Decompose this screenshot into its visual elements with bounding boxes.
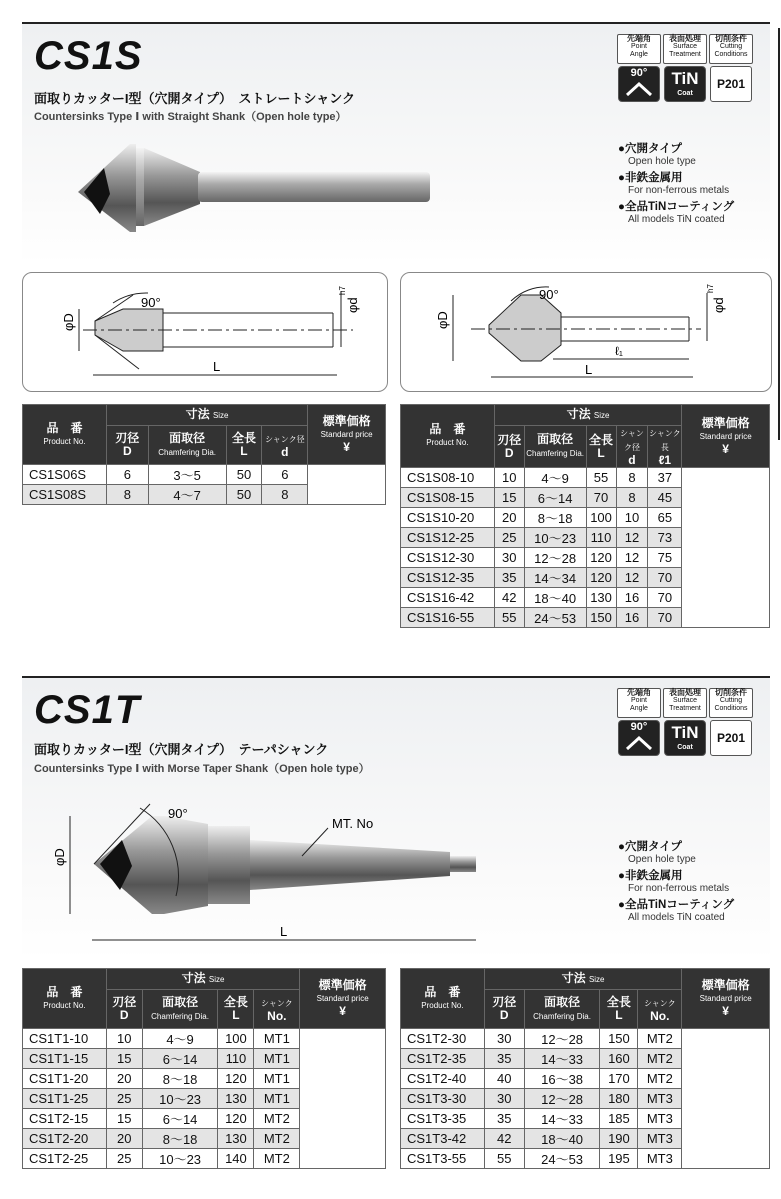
- cell-D: 40: [484, 1069, 524, 1089]
- header-blade-dia: 刃径 D: [106, 990, 142, 1029]
- cell-pn: CS1T1-25: [23, 1089, 107, 1109]
- table-row: [23, 465, 386, 485]
- cs1t-model-title: CS1T: [34, 688, 141, 732]
- cutting-conditions-label: 切削条件 Cutting Conditions: [709, 34, 753, 64]
- cell-L: 50: [226, 485, 262, 505]
- header-length: 全長 L: [226, 426, 262, 465]
- cell-ch: 8〜18: [142, 1069, 218, 1089]
- cell-no: MT3: [638, 1089, 682, 1109]
- cell-L: 130: [586, 588, 616, 608]
- header-size: 寸法 Size: [106, 969, 299, 990]
- header-length: 全長 L: [586, 426, 616, 468]
- cell-d: 8: [616, 488, 648, 508]
- cell-pn: CS1S12-25: [401, 528, 495, 548]
- cell-L: 150: [586, 608, 616, 628]
- feature-item: ●全品TiNコーティング: [618, 899, 735, 911]
- cell-L: 120: [218, 1109, 254, 1129]
- cell-L: 180: [600, 1089, 638, 1109]
- angle-label: 90°: [168, 806, 188, 821]
- header-product-no: 品 番 Product No.: [401, 405, 495, 468]
- cell-D: 25: [106, 1089, 142, 1109]
- cell-D: 55: [484, 1149, 524, 1169]
- cell-L: 100: [218, 1029, 254, 1049]
- header-shank-length: シャンク長 ℓ1: [648, 426, 682, 468]
- cell-pn: CS1S08-10: [401, 468, 495, 488]
- cell-D: 42: [484, 1129, 524, 1149]
- angle-90-icon: 90°: [618, 66, 660, 102]
- cell-L: 120: [218, 1069, 254, 1089]
- cell-D: 15: [106, 1109, 142, 1129]
- cs1s-side-rule: [778, 28, 780, 440]
- header-size: 寸法 Size: [106, 405, 307, 426]
- cell-d: 6: [262, 465, 308, 485]
- cell-pn: CS1T2-15: [23, 1109, 107, 1129]
- cell-pn: CS1S08S: [23, 485, 107, 505]
- cell-pn: CS1T1-20: [23, 1069, 107, 1089]
- header-shank-dia: シャンク径 d: [616, 426, 648, 468]
- cell-d: 12: [616, 548, 648, 568]
- cell-pn: CS1T1-10: [23, 1029, 107, 1049]
- cell-no: MT2: [254, 1109, 300, 1129]
- feature-item-en: All models TiN coated: [628, 214, 725, 225]
- cell-pn: CS1T3-35: [401, 1109, 485, 1129]
- cell-l1: 73: [648, 528, 682, 548]
- cell-D: 20: [106, 1069, 142, 1089]
- feature-item: ●穴開タイプ: [618, 143, 682, 155]
- page-ref-icon: P201: [710, 720, 752, 756]
- cell-no: MT2: [254, 1149, 300, 1169]
- point-angle-label: 先端角 Point Angle: [617, 688, 661, 718]
- feature-item: ●非鉄金属用: [618, 172, 683, 184]
- feature-item: ●非鉄金属用: [618, 870, 683, 882]
- cell-pn: CS1T3-55: [401, 1149, 485, 1169]
- cell-pn: CS1T2-25: [23, 1149, 107, 1169]
- cell-pn: CS1T2-35: [401, 1049, 485, 1069]
- header-standard-price: 標準価格 Standard price ¥: [308, 405, 386, 465]
- header-chamfer-dia: 面取径 Chamfering Dia.: [142, 990, 218, 1029]
- cell-price: [308, 465, 386, 505]
- cell-d: 10: [616, 508, 648, 528]
- cs1t-title-jp: 面取りカッターI型（穴開タイプ） テーパシャンク: [34, 742, 329, 757]
- cell-ch: 24〜53: [524, 1149, 600, 1169]
- cell-ch: 12〜28: [524, 1029, 600, 1049]
- cell-L: 120: [586, 568, 616, 588]
- header-chamfer-dia: 面取径 Chamfering Dia.: [524, 990, 600, 1029]
- cell-L: 185: [600, 1109, 638, 1129]
- header-shank-dia: シャンク径 d: [262, 426, 308, 465]
- angle-label: 90°: [141, 295, 161, 310]
- header-size: 寸法 Size: [484, 969, 681, 990]
- point-angle-label: 先端角 Point Angle: [617, 34, 661, 64]
- cell-D: 35: [494, 568, 524, 588]
- cell-pn: CS1T2-40: [401, 1069, 485, 1089]
- cell-no: MT1: [254, 1049, 300, 1069]
- cs1s-title-en: Countersinks Type Ⅰ with Straight Shank（Open hole type）: [34, 111, 347, 123]
- cell-pn: CS1T2-30: [401, 1029, 485, 1049]
- cell-ch: 10〜23: [142, 1149, 218, 1169]
- cell-L: 170: [600, 1069, 638, 1089]
- header-shank-no: シャンク No.: [638, 990, 682, 1029]
- header-blade-dia: 刃径 D: [494, 426, 524, 468]
- cell-price: [300, 1029, 386, 1169]
- cell-d: 16: [616, 588, 648, 608]
- cell-l1: 70: [648, 608, 682, 628]
- cell-no: MT3: [638, 1109, 682, 1129]
- header-product-no: 品 番 Product No.: [401, 969, 485, 1029]
- cell-L: 195: [600, 1149, 638, 1169]
- cell-pn: CS1S08-15: [401, 488, 495, 508]
- cell-no: MT2: [638, 1069, 682, 1089]
- cs1s-table-left: [22, 404, 386, 505]
- shank-length-l1-label: ℓ₁: [615, 344, 623, 358]
- morse-taper-label: MT. No: [332, 816, 374, 831]
- cell-ch: 10〜23: [524, 528, 586, 548]
- length-L-label: L: [213, 359, 221, 374]
- cell-ch: 14〜33: [524, 1109, 600, 1129]
- cell-d: 8: [262, 485, 308, 505]
- tolerance-h7-label: h7: [338, 286, 347, 295]
- cell-ch: 16〜38: [524, 1069, 600, 1089]
- cell-d: 16: [616, 608, 648, 628]
- cell-L: 150: [600, 1029, 638, 1049]
- cs1t-feature-list: [618, 838, 734, 923]
- table-row: [401, 468, 770, 488]
- cell-pn: CS1S06S: [23, 465, 107, 485]
- cell-D: 35: [484, 1049, 524, 1069]
- header-standard-price: 標準価格 Standard price ¥: [682, 969, 770, 1029]
- cell-L: 100: [586, 508, 616, 528]
- cell-l1: 65: [648, 508, 682, 528]
- cell-no: MT3: [638, 1129, 682, 1149]
- cell-ch: 24〜53: [524, 608, 586, 628]
- cell-ch: 14〜33: [524, 1049, 600, 1069]
- cs1s-feature-list: [618, 140, 734, 225]
- cs1t-spec-icons: [617, 688, 753, 780]
- cell-l1: 37: [648, 468, 682, 488]
- cs1s-diagram-left: [22, 272, 388, 392]
- header-standard-price: 標準価格 Standard price ¥: [682, 405, 770, 468]
- cell-no: MT2: [638, 1029, 682, 1049]
- cell-l1: 75: [648, 548, 682, 568]
- cell-pn: CS1S12-35: [401, 568, 495, 588]
- cs1t-product-photo: [40, 796, 490, 948]
- table-row: [23, 1029, 386, 1049]
- feature-item-en: For non-ferrous metals: [628, 185, 730, 196]
- cell-L: 70: [586, 488, 616, 508]
- feature-item: ●全品TiNコーティング: [618, 201, 735, 213]
- header-blade-dia: 刃径 D: [106, 426, 148, 465]
- feature-item-en: Open hole type: [628, 156, 696, 167]
- cell-pn: CS1S16-42: [401, 588, 495, 608]
- cell-no: MT3: [638, 1149, 682, 1169]
- cell-pn: CS1T3-42: [401, 1129, 485, 1149]
- cell-no: MT2: [638, 1049, 682, 1069]
- cell-ch: 6〜14: [142, 1049, 218, 1069]
- cell-D: 42: [494, 588, 524, 608]
- feature-item-en: For non-ferrous metals: [628, 883, 730, 894]
- cell-L: 110: [218, 1049, 254, 1069]
- cell-D: 8: [106, 485, 148, 505]
- cell-ch: 18〜40: [524, 1129, 600, 1149]
- cell-price: [682, 468, 770, 628]
- cs1s-title-jp: 面取りカッターI型（穴開タイプ） ストレートシャンク: [34, 91, 355, 106]
- surface-treatment-label: 表面処理 Surface Treatment: [663, 34, 707, 64]
- cell-L: 130: [218, 1089, 254, 1109]
- tin-coat-icon: TiN Coat: [664, 66, 706, 102]
- cell-D: 25: [106, 1149, 142, 1169]
- angle-90-icon: 90°: [618, 720, 660, 756]
- cell-ch: 12〜28: [524, 548, 586, 568]
- feature-item-en: Open hole type: [628, 854, 696, 865]
- feature-item: ●穴開タイプ: [618, 841, 682, 853]
- cell-D: 35: [484, 1109, 524, 1129]
- cell-L: 110: [586, 528, 616, 548]
- cell-pn: CS1S16-55: [401, 608, 495, 628]
- cell-L: 190: [600, 1129, 638, 1149]
- cell-no: MT2: [254, 1129, 300, 1149]
- shank-d-label: φd: [711, 297, 726, 313]
- header-length: 全長 L: [600, 990, 638, 1029]
- cell-ch: 18〜40: [524, 588, 586, 608]
- header-chamfer-dia: 面取径 Chamfering Dia.: [524, 426, 586, 468]
- diameter-D-label: φD: [435, 311, 450, 329]
- diameter-D-label: φD: [61, 313, 76, 331]
- cell-L: 50: [226, 465, 262, 485]
- surface-treatment-label: 表面処理 Surface Treatment: [663, 688, 707, 718]
- cell-ch: 8〜18: [524, 508, 586, 528]
- cell-L: 140: [218, 1149, 254, 1169]
- cell-ch: 10〜23: [142, 1089, 218, 1109]
- cs1t-table-left: [22, 968, 386, 1169]
- diameter-D-label: φD: [52, 848, 67, 866]
- cell-ch: 4〜7: [148, 485, 226, 505]
- cell-pn: CS1T3-30: [401, 1089, 485, 1109]
- cell-D: 55: [494, 608, 524, 628]
- length-L-label: L: [280, 924, 288, 939]
- header-blade-dia: 刃径 D: [484, 990, 524, 1029]
- cell-D: 10: [106, 1029, 142, 1049]
- cell-l1: 70: [648, 568, 682, 588]
- cell-d: 12: [616, 568, 648, 588]
- cell-price: [682, 1029, 770, 1169]
- cell-ch: 4〜9: [524, 468, 586, 488]
- cell-ch: 6〜14: [524, 488, 586, 508]
- header-chamfer-dia: 面取径 Chamfering Dia.: [148, 426, 226, 465]
- header-product-no: 品 番 Product No.: [23, 969, 107, 1029]
- header-standard-price: 標準価格 Standard price ¥: [300, 969, 386, 1029]
- cell-l1: 45: [648, 488, 682, 508]
- header-product-no: 品 番 Product No.: [23, 405, 107, 465]
- header-size: 寸法 Size: [494, 405, 682, 426]
- cell-D: 20: [494, 508, 524, 528]
- cell-d: 12: [616, 528, 648, 548]
- cell-pn: CS1S10-20: [401, 508, 495, 528]
- cs1s-product-photo: [70, 134, 440, 238]
- cell-D: 6: [106, 465, 148, 485]
- cell-D: 20: [106, 1129, 142, 1149]
- cell-L: 130: [218, 1129, 254, 1149]
- cell-ch: 12〜28: [524, 1089, 600, 1109]
- feature-item-en: All models TiN coated: [628, 912, 725, 923]
- cs1s-diagram-right: [400, 272, 772, 392]
- cell-no: MT1: [254, 1089, 300, 1109]
- cs1t-table-right: [400, 968, 770, 1169]
- cs1s-model-title: CS1S: [34, 34, 143, 78]
- cell-ch: 4〜9: [142, 1029, 218, 1049]
- cell-L: 120: [586, 548, 616, 568]
- length-L-label: L: [585, 362, 593, 377]
- cell-ch: 6〜14: [142, 1109, 218, 1129]
- page-ref-icon: P201: [710, 66, 752, 102]
- cell-L: 160: [600, 1049, 638, 1069]
- cell-no: MT1: [254, 1029, 300, 1049]
- cell-D: 30: [484, 1029, 524, 1049]
- table-row: [401, 1029, 770, 1049]
- angle-label: 90°: [539, 287, 559, 302]
- cell-D: 30: [484, 1089, 524, 1109]
- cell-D: 15: [106, 1049, 142, 1069]
- cell-pn: CS1S12-30: [401, 548, 495, 568]
- shank-d-label: φd: [345, 297, 360, 313]
- cell-ch: 14〜34: [524, 568, 586, 588]
- cell-no: MT1: [254, 1069, 300, 1089]
- cell-L: 55: [586, 468, 616, 488]
- tin-coat-icon: TiN Coat: [664, 720, 706, 756]
- cs1t-title-en: Countersinks Type Ⅰ with Morse Taper Shank（Open hole type）: [34, 763, 370, 775]
- header-length: 全長 L: [218, 990, 254, 1029]
- cs1s-table-right: [400, 404, 770, 628]
- cell-pn: CS1T2-20: [23, 1129, 107, 1149]
- cell-D: 10: [494, 468, 524, 488]
- cell-l1: 70: [648, 588, 682, 608]
- cell-ch: 3〜5: [148, 465, 226, 485]
- cell-pn: CS1T1-15: [23, 1049, 107, 1069]
- cell-D: 25: [494, 528, 524, 548]
- header-shank-no: シャンク No.: [254, 990, 300, 1029]
- cell-D: 30: [494, 548, 524, 568]
- tolerance-h7-label: h7: [706, 284, 715, 293]
- cutting-conditions-label: 切削条件 Cutting Conditions: [709, 688, 753, 718]
- cell-ch: 8〜18: [142, 1129, 218, 1149]
- cs1s-spec-icons: [617, 34, 753, 126]
- cell-D: 15: [494, 488, 524, 508]
- cell-d: 8: [616, 468, 648, 488]
